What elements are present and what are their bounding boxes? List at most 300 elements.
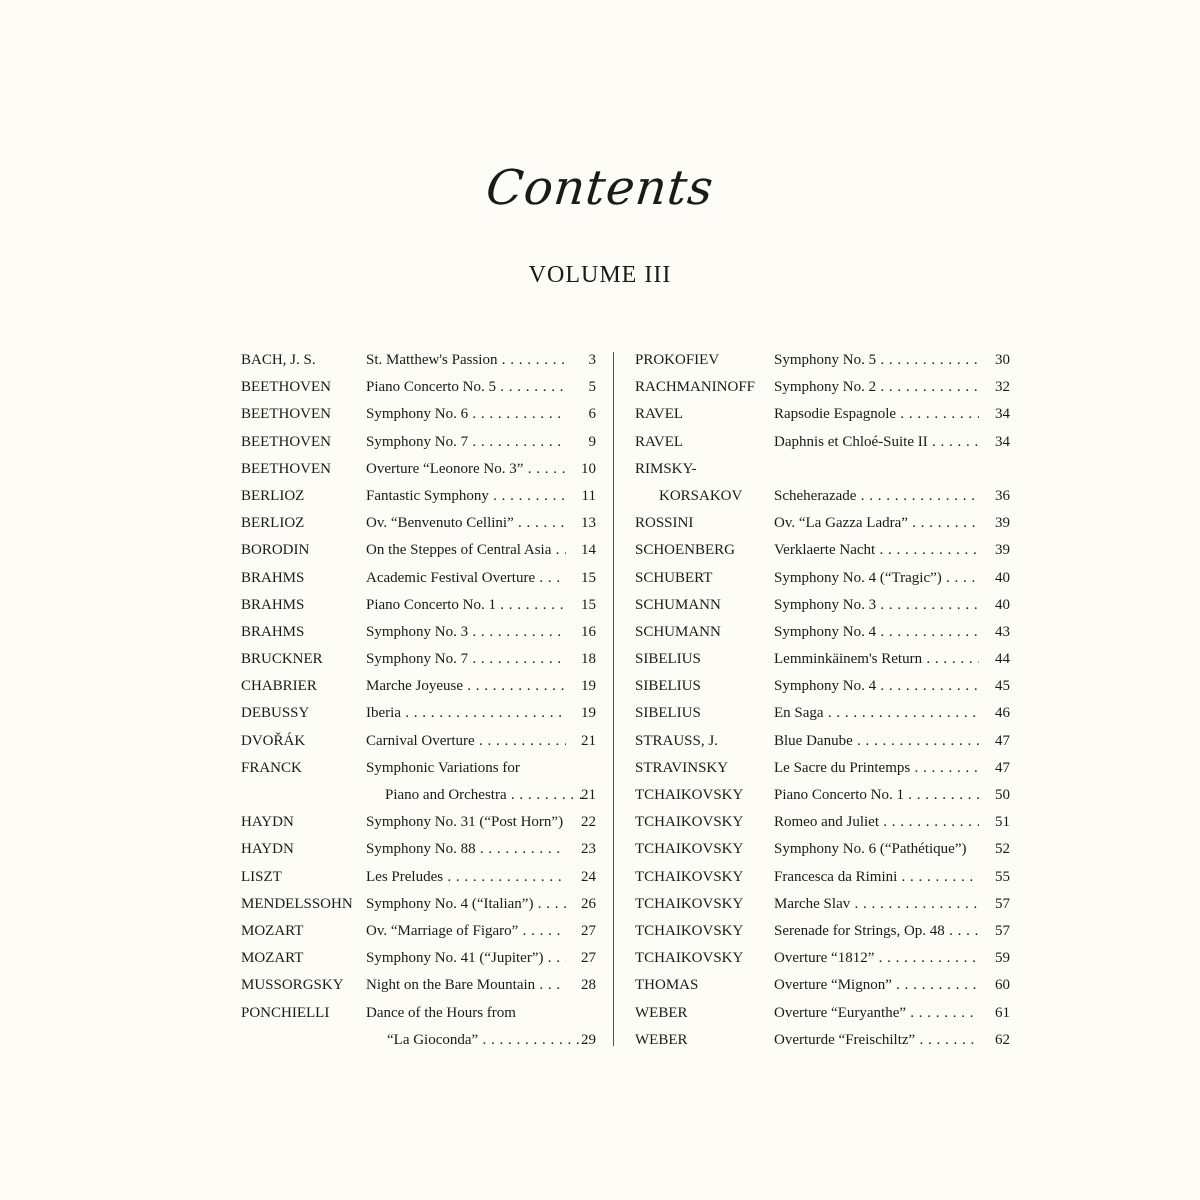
work-title [774,700,979,727]
page-number: 16 [581,623,596,640]
composer-name: CHABRIER [241,678,317,695]
page-number: 43 [995,623,1010,640]
page-number: 26 [581,895,596,912]
leader-dots [551,542,566,558]
work-title [366,1027,587,1054]
contents-entry [635,347,1010,374]
work-title-text: Marche Slav [774,895,851,912]
contents-entry [635,483,1010,510]
work-title [774,565,979,592]
work-title [774,537,979,564]
work-title [774,1000,979,1027]
work-title [366,864,566,891]
contents-entry [241,1027,596,1054]
composer-name: SCHUBERT [635,569,713,586]
leader-dots [892,977,979,993]
work-title [366,1000,566,1027]
page-number: 27 [581,922,596,939]
page-number: 6 [588,406,596,423]
page-number: 59 [995,950,1010,967]
work-title-text: Overture “Mignon” [774,977,892,994]
composer-name: BEETHOVEN [241,433,331,450]
work-title-text: Lemminkäinem's Return [774,651,923,668]
contents-entry [635,1000,1010,1027]
contents-entry [241,347,596,374]
contents-entry [635,537,1010,564]
page-number: 9 [588,433,596,450]
page-number: 24 [581,868,596,885]
composer-name: HAYDN [241,814,294,831]
leader-dots [518,923,566,939]
contents-entry [241,456,596,483]
leader-dots [497,352,566,368]
work-title [366,782,585,809]
work-title-text: On the Steppes of Central Asia [366,542,552,559]
contents-entry [635,700,1010,727]
composer-name: MOZART [241,922,304,939]
work-title-text: Les Preludes [366,868,444,885]
leader-dots [468,624,566,640]
work-title-text: Verklaerte Nacht [774,542,876,559]
work-title-text: Symphony No. 4 [774,678,877,695]
leader-dots [897,869,979,885]
work-title-text: Symphony No. 41 (“Jupiter”) [366,950,544,967]
composer-name: RACHMANINOFF [635,379,756,396]
contents-entry [635,401,1010,428]
page-number: 21 [581,732,596,749]
work-title-text: Piano Concerto No. 1 [774,787,904,803]
leader-dots [875,542,979,558]
composer-name: BERLIOZ [241,515,305,532]
work-title [366,510,566,537]
contents-entry [635,1027,1010,1054]
contents-entry [241,401,596,428]
composer-name: TCHAIKOVSKY [635,950,744,967]
composer-name: BEETHOVEN [241,406,331,423]
page-number: 45 [995,678,1010,695]
work-title-text: Blue Danube [774,732,853,749]
page-number: 57 [995,922,1010,939]
work-title [366,945,566,972]
work-title-text: Daphnis et Chloé-Suite II [774,433,928,450]
contents-entry [635,673,1010,700]
composer-name: TCHAIKOVSKY [635,787,744,803]
leader-dots [876,352,979,368]
work-title [774,755,979,782]
page-number: 30 [995,352,1010,368]
work-title-text: Ov. “Marriage of Figaro” [366,922,519,939]
leader-dots [533,896,566,912]
composer-name: BACH, J. S. [241,352,316,368]
work-title [774,972,979,999]
composer-name: KORSAKOV [659,487,743,504]
leader-dots [496,597,566,613]
work-title [366,755,566,782]
contents-entry [241,945,596,972]
page-number: 60 [995,977,1010,994]
page-number: 22 [581,814,596,831]
leader-dots [915,1032,979,1048]
work-title-text: Symphony No. 3 [774,596,877,613]
page-number: 57 [995,895,1010,912]
composer-name: BORODIN [241,542,310,559]
contents-entry [635,864,1010,891]
contents-entry [635,456,1010,483]
page-number: 13 [581,515,596,532]
contents-entry [635,510,1010,537]
contents-entry [635,945,1010,972]
contents-entry [635,374,1010,401]
contents-entry [241,429,596,456]
leader-dots [876,597,979,613]
work-title [366,891,566,918]
work-title [774,1027,979,1054]
work-title-text: Iberia [366,705,401,722]
leader-dots [906,1005,979,1021]
work-title [366,347,566,374]
leader-dots [514,515,566,531]
work-title-text: Ov. “Benvenuto Cellini” [366,515,514,532]
page-number: 47 [995,759,1010,776]
work-title [366,918,566,945]
composer-name: FRANCK [241,759,302,776]
composer-name: BRAHMS [241,623,305,640]
work-title-text: Romeo and Juliet [774,814,879,831]
work-title-text: Piano and Orchestra [385,787,507,803]
work-title [366,592,566,619]
leader-dots [463,678,566,694]
work-title-text: En Saga [774,705,824,722]
work-title-text: Symphony No. 4 (“Italian”) [366,895,534,912]
work-title-text: Symphonic Variations for [366,759,520,776]
composer-name: HAYDN [241,841,294,858]
composer-name: BERLIOZ [241,487,305,504]
work-title-text: Overturde “Freischiltz” [774,1031,916,1048]
leader-dots [942,570,979,586]
composer-name: SCHUMANN [635,596,721,613]
page-number: 19 [581,705,596,722]
leader-dots [523,461,566,477]
page-number: 5 [588,379,596,396]
composer-name: RIMSKY- [635,460,697,477]
work-title [774,891,979,918]
work-title [366,619,566,646]
page-number: 44 [995,651,1010,668]
work-title-text: Piano Concerto No. 5 [366,379,496,396]
composer-name: SIBELIUS [635,705,701,722]
work-title [366,565,566,592]
work-title-text: Symphony No. 6 (“Pathétique”) [774,841,967,858]
leader-dots [945,923,979,939]
page-number: 18 [581,651,596,668]
work-title [774,401,979,428]
page-number: 50 [995,787,1010,803]
composer-name: RAVEL [635,406,684,423]
leader-dots [879,814,979,830]
work-title [366,700,566,727]
contents-entry [241,972,596,999]
composer-name: TCHAIKOVSKY [635,922,744,939]
composer-name: ROSSINI [635,515,694,532]
work-title-text: Ov. “La Gazza Ladra” [774,515,908,532]
contents-entry [241,592,596,619]
work-title-text: Overture “Leonore No. 3” [366,460,524,477]
page-number: 34 [995,406,1010,423]
work-title-text: Symphony No. 4 [774,623,877,640]
contents-entry [241,565,596,592]
leader-dots [401,705,566,721]
leader-dots [496,379,566,395]
leader-dots [535,977,566,993]
composer-name: TCHAIKOVSKY [635,895,744,912]
leader-dots [904,787,979,803]
work-title [366,809,566,836]
composer-name: BEETHOVEN [241,379,331,396]
page-number: 55 [995,868,1010,885]
contents-entry [241,700,596,727]
composer-name: SIBELIUS [635,651,701,668]
page-number: 36 [995,487,1010,504]
work-title [774,728,979,755]
work-title [366,646,566,673]
contents-entry [241,374,596,401]
work-title [774,483,979,510]
work-title [366,537,566,564]
composer-name: TCHAIKOVSKY [635,814,744,831]
work-title-text: Francesca da Rimini [774,868,898,885]
contents-entry [635,592,1010,619]
left-column [241,347,596,1054]
leader-dots [850,896,979,912]
page-number: 40 [995,569,1010,586]
work-title [774,592,979,619]
contents-entry [241,728,596,755]
page-number: 40 [995,596,1010,613]
composer-name: DVOŘÁK [241,732,306,749]
work-title [774,619,979,646]
composer-name: MOZART [241,950,304,967]
leader-dots [856,488,979,504]
page-number: 29 [581,1031,596,1048]
contents-entry [635,619,1010,646]
page-number: 47 [995,732,1010,749]
work-title [366,836,566,863]
work-title [366,401,566,428]
leader-dots [443,869,566,885]
composer-name: LISZT [241,868,282,885]
contents-entry [241,510,596,537]
volume-heading: VOLUME III [528,262,672,288]
composer-name: RAVEL [635,433,684,450]
work-title [366,429,566,456]
contents-entry [635,836,1010,863]
leader-dots [824,705,979,721]
contents-entry [241,483,596,510]
page-number: 21 [581,787,596,803]
work-title-text: Dance of the Hours from [366,1004,516,1021]
work-title-text: Symphony No. 4 (“Tragic”) [774,569,942,586]
page-number: 14 [581,542,596,559]
leader-dots [928,434,979,450]
contents-entry [241,918,596,945]
work-title-text: Carnival Overture [366,732,475,749]
page-number: 28 [581,977,596,994]
work-title [774,782,979,809]
page-number: 62 [995,1031,1010,1048]
composer-name: THOMAS [635,977,699,994]
page-title: Contents [483,160,717,216]
contents-entry [241,673,596,700]
page-number: 10 [581,460,596,477]
work-title [774,347,979,374]
contents-entry [241,755,596,782]
page-number: 23 [581,841,596,858]
leader-dots [489,488,566,504]
page-number: 11 [581,487,596,504]
work-title [774,945,979,972]
contents-entry [241,619,596,646]
contents-entry [635,972,1010,999]
composer-name: BRAHMS [241,596,305,613]
contents-entry [241,864,596,891]
work-title [774,646,979,673]
leader-dots [468,651,566,667]
page-number: 39 [995,515,1010,532]
page-number: 51 [995,814,1010,831]
contents-entry [635,565,1010,592]
contents-entry [635,918,1010,945]
composer-name: SCHOENBERG [635,542,736,559]
work-title-text: Fantastic Symphony [366,487,489,504]
composer-name: SIBELIUS [635,678,701,695]
contents-entry [241,1000,596,1027]
contents-entry [635,728,1010,755]
leader-dots [896,406,979,422]
work-title-text: Marche Joyeuse [366,678,464,695]
leader-dots [910,760,979,776]
contents-entry [241,809,596,836]
work-title [366,374,566,401]
contents-entry [241,836,596,863]
work-title-text: Overture “1812” [774,950,875,967]
work-title [774,510,979,537]
work-title-text: Serenade for Strings, Op. 48 [774,922,945,939]
leader-dots [543,950,566,966]
work-title-text: Symphony No. 31 (“Post Horn”) [366,814,564,831]
right-column [635,347,1010,1054]
work-title-text: Symphony No. 7 [366,651,469,668]
page-number: 52 [995,841,1010,858]
composer-name: STRAVINSKY [635,759,729,776]
composer-name: BRUCKNER [241,651,323,668]
work-title [774,429,979,456]
composer-name: TCHAIKOVSKY [635,841,744,858]
work-title [366,673,566,700]
work-title-text: Symphony No. 7 [366,433,469,450]
leader-dots [853,733,979,749]
work-title [774,374,979,401]
composer-name: STRAUSS, J. [635,732,718,749]
work-title [774,809,979,836]
leader-dots [876,624,979,640]
work-title-text: St. Matthew's Passion [366,352,498,368]
leader-dots [922,651,979,667]
composer-name: MUSSORGSKY [241,977,344,994]
work-title-text: Le Sacre du Printemps [774,759,911,776]
work-title-text: Symphony No. 5 [774,352,877,368]
composer-name: WEBER [635,1031,688,1048]
contents-entry [241,782,596,809]
page-number: 15 [581,596,596,613]
leader-dots [876,379,979,395]
work-title-text: Rapsodie Espagnole [774,406,897,423]
leader-dots [468,434,566,450]
contents-entry [635,755,1010,782]
work-title-text: Overture “Euryanthe” [774,1004,907,1021]
composer-name: BEETHOVEN [241,460,331,477]
work-title-text: Symphony No. 6 [366,406,469,423]
column-divider [613,352,614,1046]
leader-dots [908,515,979,531]
composer-name: TCHAIKOVSKY [635,868,744,885]
work-title [774,918,979,945]
contents-entry [241,646,596,673]
leader-dots [876,678,979,694]
leader-dots [476,841,566,857]
work-title [366,728,566,755]
work-title-text: Scheherazade [774,487,857,504]
page-number: 32 [995,379,1010,396]
contents-entry [635,809,1010,836]
contents-entry [635,891,1010,918]
work-title [774,864,979,891]
page-number: 34 [995,433,1010,450]
work-title-text: Symphony No. 2 [774,379,877,396]
leader-dots [535,570,566,586]
page-number: 27 [581,950,596,967]
composer-name: PONCHIELLI [241,1004,330,1021]
work-title-text: Symphony No. 88 [366,841,476,858]
contents-entry [241,537,596,564]
work-title-text: “La Gioconda” [387,1031,479,1048]
work-title [366,456,566,483]
page-number: 15 [581,569,596,586]
composer-name: BRAHMS [241,569,305,586]
contents-entry [635,429,1010,456]
composer-name: WEBER [635,1004,688,1021]
work-title-text: Night on the Bare Mountain [366,977,536,994]
work-title-text: Academic Festival Overture [366,569,536,586]
page-number: 61 [995,1004,1010,1021]
composer-name: PROKOFIEV [635,352,720,368]
leader-dots [468,406,566,422]
work-title [774,673,979,700]
work-title-text: Piano Concerto No. 1 [366,596,496,613]
leader-dots [874,950,979,966]
contents-entry [635,646,1010,673]
work-title-text: Symphony No. 3 [366,623,469,640]
work-title [366,483,566,510]
composer-name: DEBUSSY [241,705,310,722]
page-number: 39 [995,542,1010,559]
page-number: 46 [995,705,1010,722]
contents-entry [635,782,1010,809]
page-number: 19 [581,678,596,695]
composer-name: SCHUMANN [635,623,721,640]
work-title [774,836,979,863]
work-title [366,972,566,999]
leader-dots [475,733,566,749]
